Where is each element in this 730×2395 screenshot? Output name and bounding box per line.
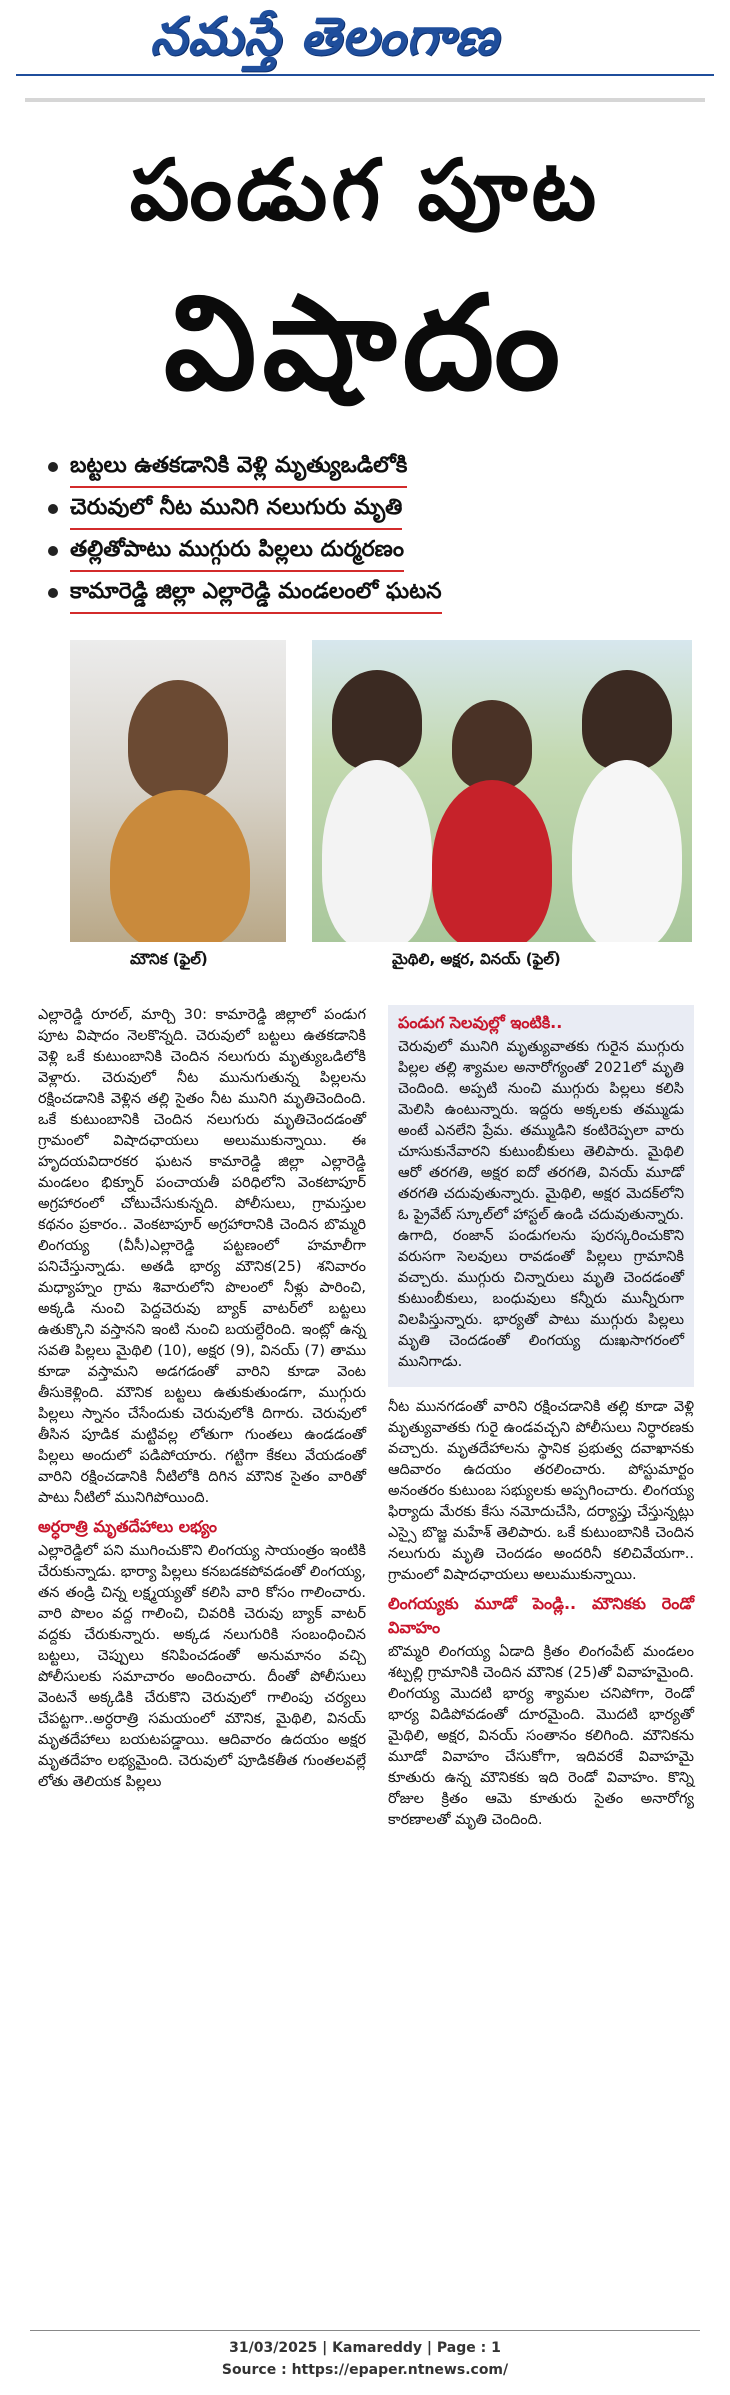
- box-subheading: పండుగ సెలవుల్లో ఇంటికి..: [398, 1013, 563, 1032]
- masthead-rule: [16, 74, 714, 76]
- masthead: [0, 0, 730, 82]
- bullet-icon: [48, 462, 58, 472]
- bullet-icon: [48, 504, 58, 514]
- highlight-item: తల్లితోపాటు ముగ్గురు పిల్లలు దుర్మరణం: [48, 532, 688, 570]
- divider: [25, 98, 705, 102]
- photo-caption: మౌనిక (ఫైల్): [130, 950, 208, 968]
- highlight-item: చెరువులో నీట మునిగి నలుగురు మృతి: [48, 490, 688, 528]
- photo-children: [312, 640, 692, 942]
- article-paragraph: ఎల్లారెడ్డి రూరల్, మార్చి 30: కామారెడ్డి జిల్లాలో పండుగ పూట విషాదం నెలకొన్నది. చెరువులో బట్టలు ఉతకడానికి వెళ్లి ఒకే కుటుంబానికి చెందిన నలుగురు మృత్యుఒడిలోకి వెళ్లారు. చెరువులో నీట మునుగుతున్న పిల్లలను రక్షించడానికి వెళ్లిన తల్లి సైతం నీట మునిగి మృతిచెందింది. ఒకే కుటుంబానికి చెందిన నలుగురు మృతిచెందడంతో గ్రామంలో విషాదఛాయలు అలుముకున్నాయి. ఈ హృదయవిదారకర ఘటన కామారెడ్డి జిల్లా ఎల్లారెడ్డి మండలం భిక్నూర్ పంచాయతీ పరిధిలోని వెంకటాపూర్ అగ్రహారంలో చోటుచేసుకున్నది. పోలీసులు, గ్రామస్తుల కథనం ప్రకారం.. వెంకటాపూర్ అగ్రహారానికి చెందిన బొమ్మరి లింగయ్య (వీసీ)ఎల్లారెడ్డి పట్టణంలో హమాలీగా పనిచేస్తున్నాడు. అతడి భార్య మౌనిక(25) శనివారం మధ్యాహ్నం గ్రామ శివారులోని పొలంలో నీళ్లు పారించి, అక్కడి నుంచి పెద్దచెరువు బ్యాక్ వాటర్‌లో బట్టలు ఉతుక్కొని వస్తానని ఇంటి నుంచి బయల్దేరింది. ఇంట్లో ఉన్న సవతి పిల్లలు మైథిలి (10), అక్షర (9), వినయ్ (7) తాము కూడా వస్తామని అడగడంతో వారిని కూడా వెంట తీసుకెళ్లింది. మౌనిక బట్టలు ఉతుకుతుండగా, ముగ్గురు పిల్లలు స్నానం చేసేందుకు చెరువులోకి దిగారు. చెరువులో తీసిన పూడిక మట్టివల్ల లోతుగా గుంతలు ఉండడంతో పిల్లలు అందులో పడిపోయారు. గట్టిగా కేకలు వేయడంతో వారిని రక్షించడానికి నీటిలోకి దిగిన మౌనిక సైతం వారితో పాటు నీటిలో మునిగిపోయింది.: [38, 1007, 366, 1506]
- article-paragraph: ఎల్లారెడ్డిలో పని ముగించుకొని లింగయ్య సాయంత్రం ఇంటికి చేరుకున్నాడు. భార్యా పిల్లలు కనబడకపోవడంతో లింగయ్య, తన తండ్రి చిన్న లక్ష్మయ్యతో కలిసి వారి కోసం గాలించారు. వారి పొలం వద్ద గాలించి, చివరికి చెరువు బ్యాక్ వాటర్ వద్దకు చేరుకున్నారు. అక్కడ నలుగురికి సంబంధించిన బట్టలు, చెప్పులు కనిపించడంతో అనుమానం వచ్చి పోలీసులకు సమాచారం అందించారు. దీంతో పోలీసులు వెంటనే అక్కడికి చేరుకొని చెరువులో గాలింపు చర్యలు చేపట్టగా..అర్ధరాత్రి సమయంలో మౌనిక, మైథిలి, వినయ్ మృతదేహాలు బయటపడ్డాయి. ఆదివారం ఉదయం అక్షర మృతదేహం లభ్యమైంది. చెరువులో పూడికతీత గుంతలవల్లే లోతు తెలియక పిల్లలు: [38, 1543, 366, 1790]
- headline-line2: విషాదం: [163, 267, 567, 419]
- highlights-list: [48, 448, 688, 616]
- photo-caption: మైథిలి, అక్షర, వినయ్ (ఫైల్): [392, 950, 561, 968]
- sidebar-box: [388, 1005, 694, 1387]
- newspaper-logo: నమస్తే తెలంగాణ: [150, 6, 499, 67]
- footer-rule: [30, 2330, 700, 2331]
- article-paragraph: బొమ్మరి లింగయ్య ఏడాది క్రితం లింగంపేట్ మండలం శట్పల్లి గ్రామానికి చెందిన మౌనిక (25)తో వివాహమైంది. లింగయ్య మొదటి భార్య శ్యామల చనిపోగా, రెండో భార్య విడిపోవడంతో దూరమైంది. మొదటి భార్యతో మైథిలి, అక్షర, వినయ్ సంతానం కలిగింది. మౌనికను మూడో వివాహం చేసుకోగా, ఇదివరకే వివాహమై కూతురు ఉన్న మౌనికకు ఇది రెండో వివాహం. కొన్ని రోజుల క్రితం ఆమె కూతురు సైతం అనారోగ్య కారణాలతో మృతి చెందింది.: [388, 1644, 694, 1828]
- article-paragraph: నీట మునగడంతో వారిని రక్షించడానికి తల్లి కూడా వెళ్లి మృత్యువాతకు గురై ఉండవచ్చని పోలీసులు నిర్ధారణకు వచ్చారు. మృతదేహాలను స్థానిక ప్రభుత్వ దవాఖానకు ఆదివారం ఉదయం తరలించారు. పోస్టుమార్టం అనంతరం కుటుంబ సభ్యులకు అప్పగించారు. లింగయ్య ఫిర్యాదు మేరకు కేసు నమోదుచేసి, దర్యాప్తు చేస్తున్నట్లు ఎస్సై బొజ్జ మహేశ్ తెలిపారు. ఒకే కుటుంబానికి చెందిన నలుగురు మృతి చెందడం అందరినీ కలిచివేయగా.. గ్రామంలో విషాదఛాయలు అలుముకున్నాయి.: [388, 1399, 694, 1583]
- article-column-right: [388, 1005, 694, 1837]
- highlight-item: కామారెడ్డి జిల్లా ఎల్లారెడ్డి మండలంలో ఘటన: [48, 574, 688, 612]
- article-column-left: [38, 1005, 366, 1799]
- highlight-item: బట్టలు ఉతకడానికి వెళ్లి మృత్యుఒడిలోకి: [48, 448, 688, 486]
- bullet-icon: [48, 588, 58, 598]
- subheading: అర్ధరాత్రి మృతదేహాలు లభ్యం: [38, 1517, 218, 1536]
- footer-source: Source : https://epaper.ntnews.com/: [221, 2362, 509, 2378]
- box-paragraph: చెరువులో మునిగి మృత్యువాతకు గురైన ముగ్గురు పిల్లల తల్లి శ్యామల అనారోగ్యంతో 2021లో మృతి చెందింది. అప్పటి నుంచి ముగ్గురు పిల్లలు కలిసి మెలిసి ఉంటున్నారు. ఇద్దరు అక్కలకు తమ్ముడు అంటే ఎనలేని ప్రేమ. తమ్ముడిని కంటిరెప్పలా వారు చూసుకునేవారని కుటుంబీకులు తెలిపారు. మైథిలి ఆరో తరగతి, అక్షర ఐదో తరగతి, వినయ్ మూడో తరగతి చదువుతున్నారు. మైథిలి, అక్షర మెదక్‌లోని ఓ ప్రైవేట్ స్కూల్‌లో హాస్టల్ ఉండి చదువుతున్నారు. ఉగాది, రంజాన్ పండుగలను పురస్కరించుకొని వరుసగా సెలవులు రావడంతో పిల్లలు గ్రామానికి వచ్చారు. ముగ్గురు చిన్నారులు మృతి చెందడంతో కుటుంబీకులు, బంధువులు కన్నీరు మున్నీరుగా విలపిస్తున్నారు. భార్యతో పాటు ముగ్గురు పిల్లలు మృతి చెందడంతో లింగయ్య దుఃఖసాగరంలో మునిగాడు.: [398, 1039, 684, 1370]
- bullet-icon: [48, 546, 58, 556]
- footer-date-edition: 31/03/2025 | Kamareddy | Page : 1: [229, 2340, 501, 2356]
- subheading: లింగయ్యకు మూడో పెండ్లి.. మౌనికకు రెండో వివాహం: [388, 1594, 694, 1637]
- photo-mother: [70, 640, 286, 942]
- headline-line1: పండుగ పూట: [129, 141, 601, 239]
